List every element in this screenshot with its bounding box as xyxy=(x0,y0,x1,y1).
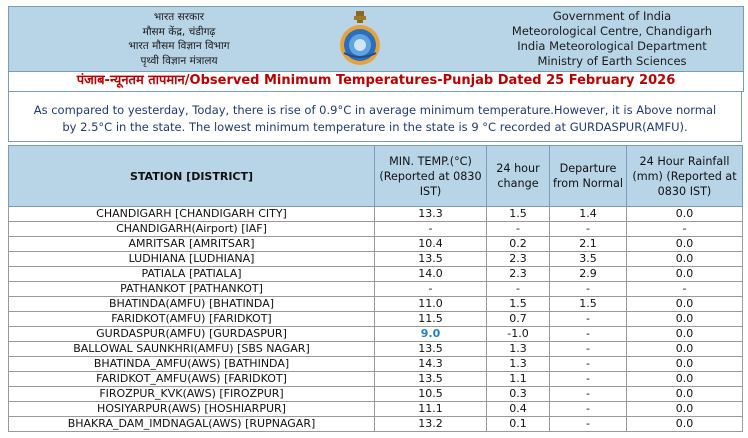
rainfall-cell: 0.0 xyxy=(627,372,743,387)
table-row xyxy=(9,327,743,342)
title-hindi: पंजाब-न्यूनतम तापमान xyxy=(76,73,185,88)
departure-cell: - xyxy=(550,327,627,342)
min-temp-cell: 14.3 xyxy=(375,357,487,372)
rainfall-cell: 0.0 xyxy=(627,417,743,432)
station-cell: GURDASPUR(AMFU) [GURDASPUR] xyxy=(9,327,375,342)
departure-cell: 3.5 xyxy=(550,252,627,267)
min-temp-cell: 13.3 xyxy=(375,207,487,222)
rainfall-cell: 0.0 xyxy=(627,342,743,357)
station-cell: BHATINDA_AMFU(AWS) [BATHINDA] xyxy=(9,357,375,372)
hindi-org-block xyxy=(109,10,249,68)
table-row xyxy=(9,357,743,372)
hindi-line: भारत सरकार xyxy=(153,11,205,23)
english-org-block xyxy=(497,9,727,69)
station-cell: CHANDIGARH(Airport) [IAF] xyxy=(9,222,375,237)
table-row xyxy=(9,207,743,222)
min-temp-cell: 11.0 xyxy=(375,297,487,312)
english-line: Government of India xyxy=(552,9,672,23)
change-cell: -1.0 xyxy=(487,327,550,342)
departure-cell: - xyxy=(550,312,627,327)
station-cell: HOSIYARPUR(AWS) [HOSHIARPUR] xyxy=(9,402,375,417)
table-row xyxy=(9,342,743,357)
rainfall-cell: 0.0 xyxy=(627,237,743,252)
rainfall-cell: 0.0 xyxy=(627,402,743,417)
min-temp-cell: 13.2 xyxy=(375,417,487,432)
station-cell: BHAKRA_DAM_IMDNAGAL(AWS) [RUPNAGAR] xyxy=(9,417,375,432)
english-line: India Meteorological Department xyxy=(517,39,707,53)
departure-cell: - xyxy=(550,282,627,297)
change-header: 24 hour change xyxy=(487,146,550,207)
table-row xyxy=(9,282,743,297)
min-temp-cell: 10.5 xyxy=(375,387,487,402)
departure-cell: - xyxy=(550,372,627,387)
table-row xyxy=(9,297,743,312)
min-temp-cell: 14.0 xyxy=(375,267,487,282)
min-temp-cell: 11.5 xyxy=(375,312,487,327)
hindi-line: भारत मौसम विज्ञान विभाग xyxy=(128,40,230,52)
departure-cell: 2.9 xyxy=(550,267,627,282)
english-line: Ministry of Earth Sciences xyxy=(537,54,687,68)
rainfall-cell: - xyxy=(627,282,743,297)
min-temp-header: MIN. TEMP.(°C) (Reported at 0830 IST) xyxy=(375,146,487,207)
departure-cell: 1.5 xyxy=(550,297,627,312)
departure-cell: - xyxy=(550,402,627,417)
departure-cell: 2.1 xyxy=(550,237,627,252)
change-cell: 0.2 xyxy=(487,237,550,252)
change-cell: 1.3 xyxy=(487,342,550,357)
station-cell: BHATINDA(AMFU) [BHATINDA] xyxy=(9,297,375,312)
temperature-table xyxy=(8,145,743,432)
rainfall-cell: 0.0 xyxy=(627,327,743,342)
station-cell: PATIALA [PATIALA] xyxy=(9,267,375,282)
departure-cell: - xyxy=(550,417,627,432)
table-header-row xyxy=(9,146,743,207)
change-cell: 0.4 xyxy=(487,402,550,417)
rainfall-cell: 0.0 xyxy=(627,297,743,312)
min-temp-cell: - xyxy=(375,282,487,297)
rainfall-cell: 0.0 xyxy=(627,312,743,327)
table-row xyxy=(9,417,743,432)
table-row xyxy=(9,312,743,327)
table-row xyxy=(9,252,743,267)
rainfall-cell: 0.0 xyxy=(627,207,743,222)
departure-cell: - xyxy=(550,387,627,402)
change-cell: 0.1 xyxy=(487,417,550,432)
departure-cell: 1.4 xyxy=(550,207,627,222)
station-header: STATION [DISTRICT] xyxy=(9,146,375,207)
change-cell: 0.7 xyxy=(487,312,550,327)
departure-header: Departure from Normal xyxy=(550,146,627,207)
min-temp-cell: 10.4 xyxy=(375,237,487,252)
change-cell: - xyxy=(487,222,550,237)
rainfall-header: 24 Hour Rainfall (mm) (Reported at 0830 IST) xyxy=(627,146,743,207)
table-row xyxy=(9,237,743,252)
change-cell: 1.5 xyxy=(487,207,550,222)
rainfall-cell: 0.0 xyxy=(627,267,743,282)
change-cell: 1.5 xyxy=(487,297,550,312)
table-row xyxy=(9,372,743,387)
station-cell: LUDHIANA [LUDHIANA] xyxy=(9,252,375,267)
min-temp-cell: 13.5 xyxy=(375,252,487,267)
rainfall-cell: - xyxy=(627,222,743,237)
imd-emblem-icon xyxy=(330,9,390,69)
change-cell: 1.1 xyxy=(487,372,550,387)
min-temp-cell: 9.0 xyxy=(375,327,487,342)
rainfall-cell: 0.0 xyxy=(627,252,743,267)
departure-cell: - xyxy=(550,357,627,372)
rainfall-cell: 0.0 xyxy=(627,387,743,402)
rainfall-cell: 0.0 xyxy=(627,357,743,372)
min-temp-cell: 11.1 xyxy=(375,402,487,417)
station-cell: CHANDIGARH [CHANDIGARH CITY] xyxy=(9,207,375,222)
summary-line: by 2.5°C in the state. The lowest minimum temperature in the state is 9 °C recorded at GURDASPUR(AMFU). xyxy=(62,120,688,134)
title-english: /Observed Minimum Temperatures-Punjab Dated 25 February 2026 xyxy=(184,73,676,88)
departure-cell: - xyxy=(550,342,627,357)
english-line: Meteorological Centre, Chandigarh xyxy=(511,24,713,38)
hindi-line: पृथ्वी विज्ञान मंत्रालय xyxy=(140,54,218,67)
station-cell: AMRITSAR [AMRITSAR] xyxy=(9,237,375,252)
change-cell: 0.3 xyxy=(487,387,550,402)
summary-line: As compared to yesterday, Today, there is rise of 0.9°C in average minimum temperature.However, it is Above normal xyxy=(33,103,717,117)
report-title xyxy=(8,71,744,92)
departure-cell: - xyxy=(550,222,627,237)
change-cell: 2.3 xyxy=(487,252,550,267)
table-row xyxy=(9,387,743,402)
change-cell: - xyxy=(487,282,550,297)
table-row xyxy=(9,222,743,237)
station-cell: FIROZPUR_KVK(AWS) [FIROZPUR] xyxy=(9,387,375,402)
hindi-line: मौसम केंद्र, चंडीगढ़ xyxy=(142,25,216,38)
min-temp-cell: - xyxy=(375,222,487,237)
change-cell: 1.3 xyxy=(487,357,550,372)
min-temp-cell: 13.5 xyxy=(375,372,487,387)
station-cell: BALLOWAL SAUNKHRI(AMFU) [SBS NAGAR] xyxy=(9,342,375,357)
page-header xyxy=(8,6,744,72)
station-cell: FARIDKOT_AMFU(AWS) [FARIDKOT] xyxy=(9,372,375,387)
station-cell: PATHANKOT [PATHANKOT] xyxy=(9,282,375,297)
table-row xyxy=(9,267,743,282)
change-cell: 2.3 xyxy=(487,267,550,282)
table-row xyxy=(9,402,743,417)
station-cell: FARIDKOT(AMFU) [FARIDKOT] xyxy=(9,312,375,327)
min-temp-cell: 13.5 xyxy=(375,342,487,357)
summary-text xyxy=(8,92,742,142)
